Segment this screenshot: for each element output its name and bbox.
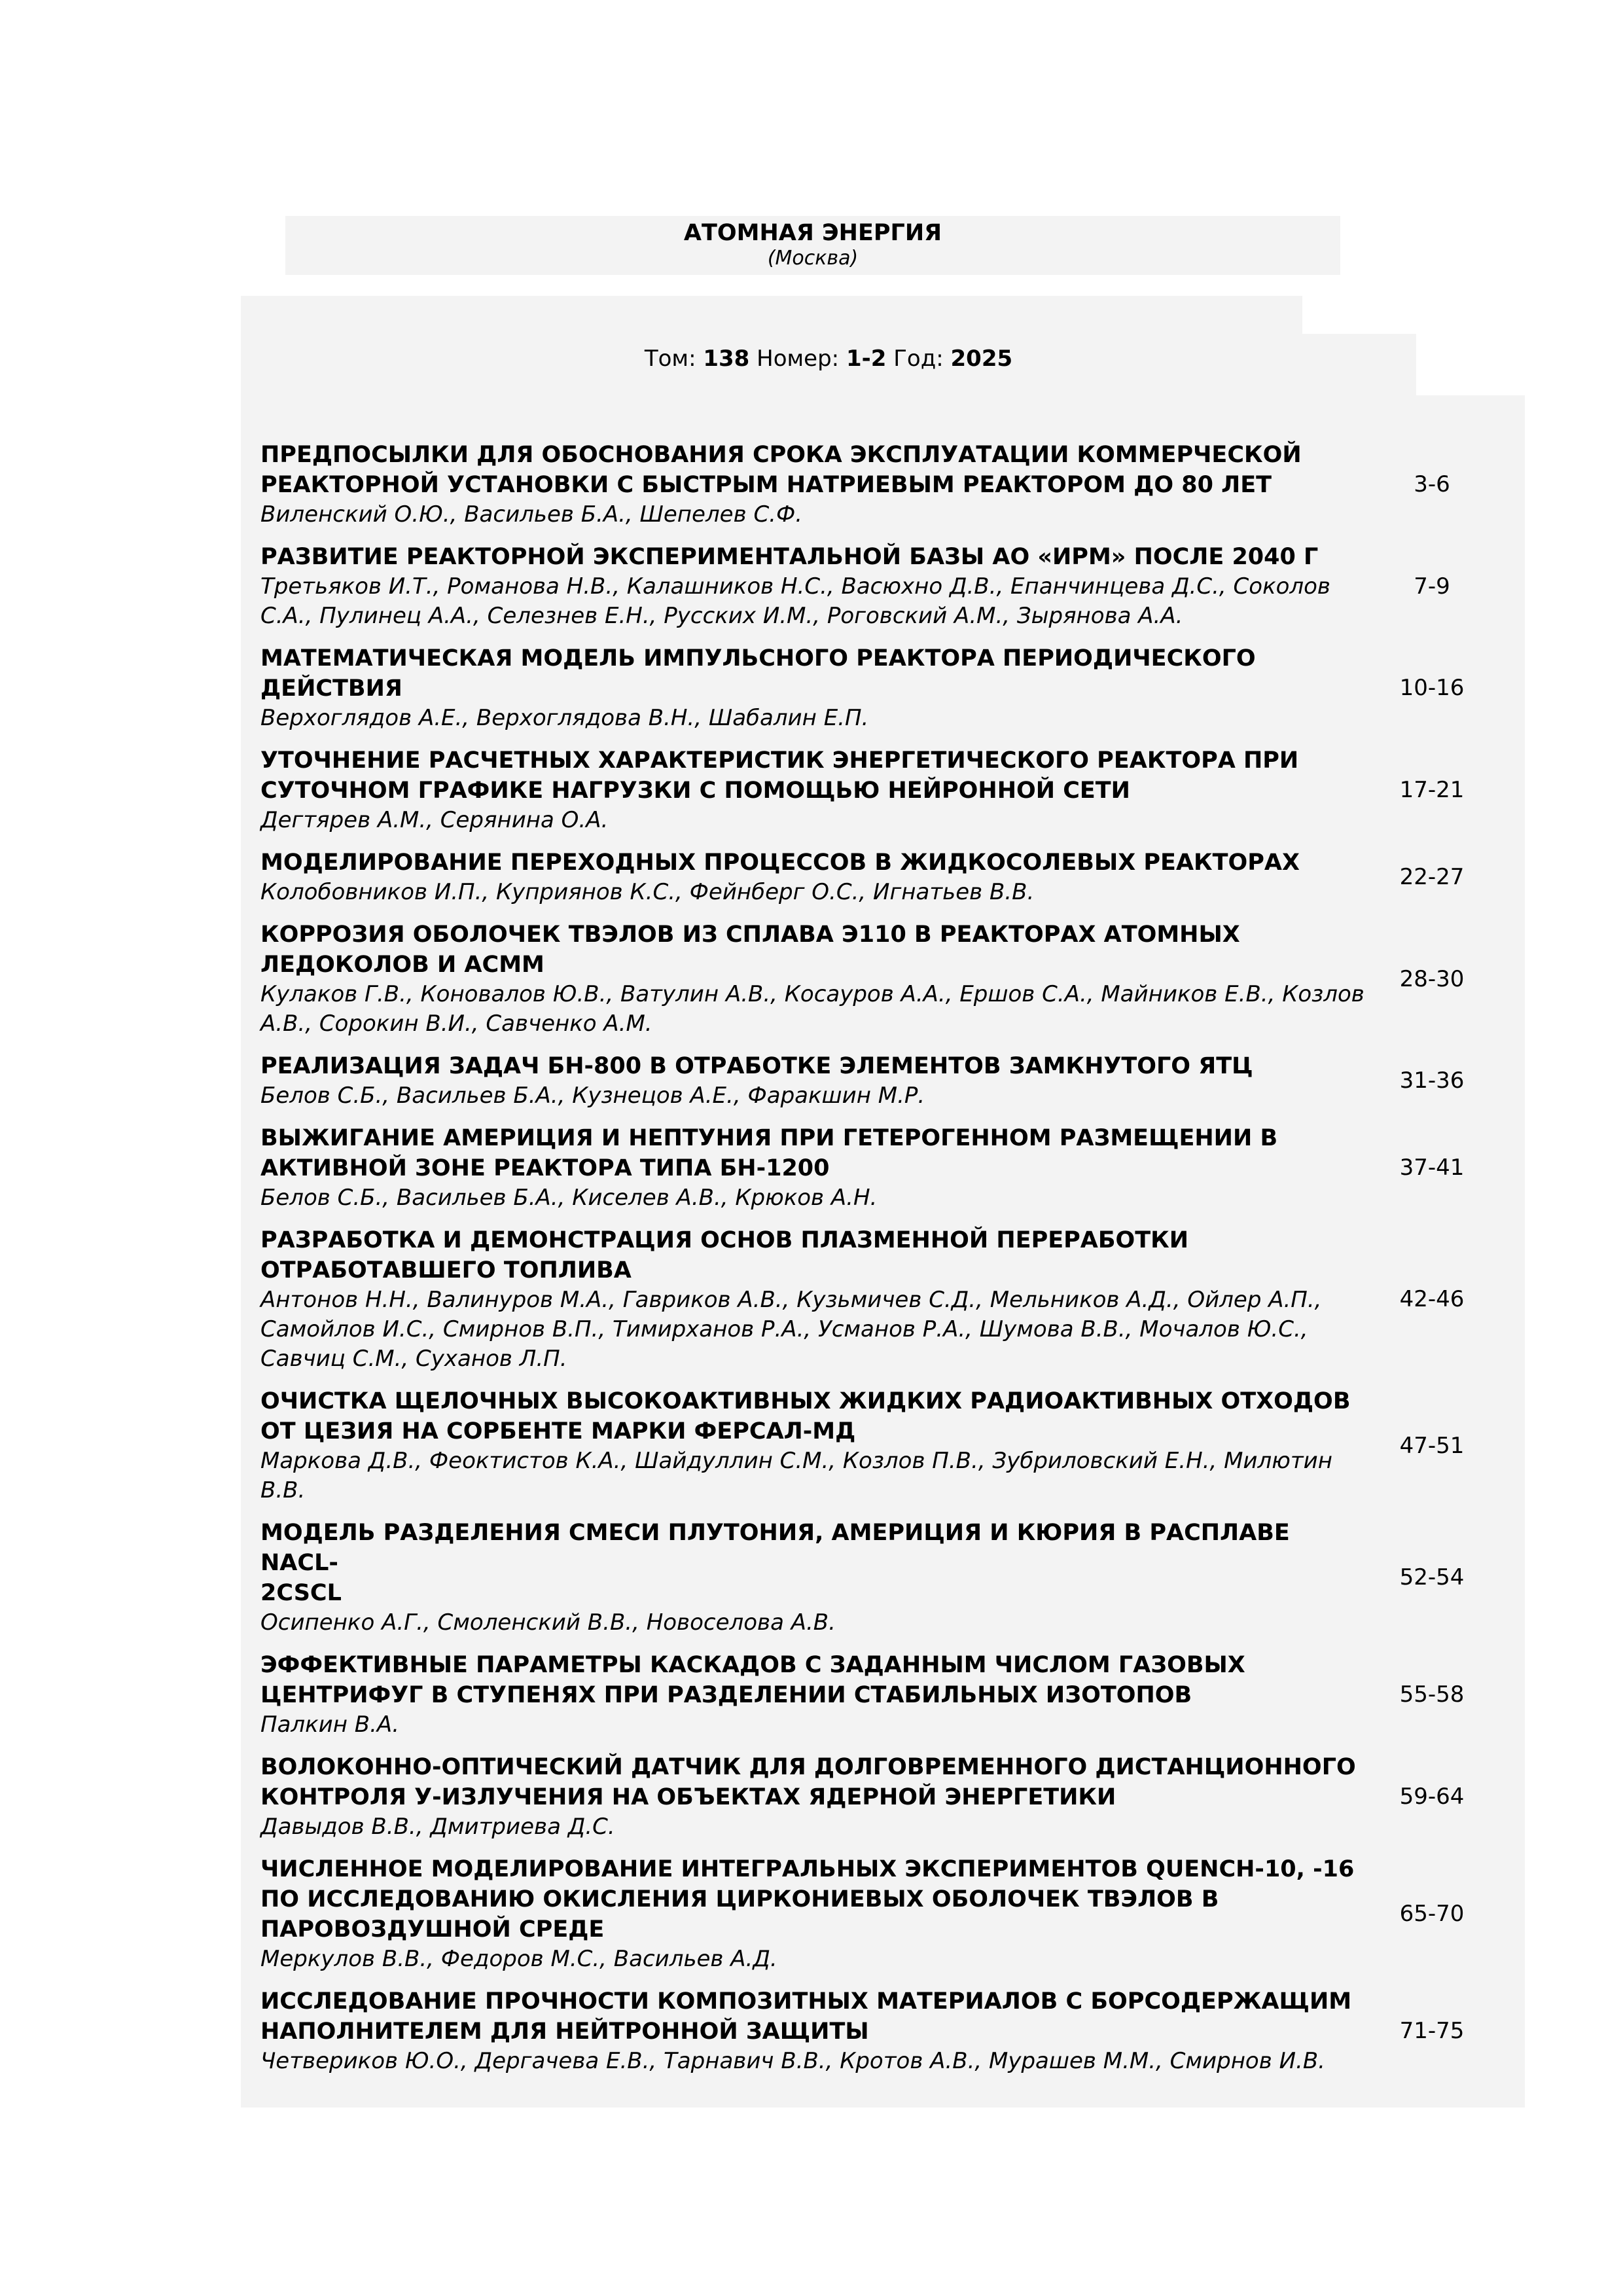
article-title[interactable]: КОРРОЗИЯ ОБОЛОЧЕК ТВЭЛОВ ИЗ СПЛАВА Э110 В РЕАКТОРАХ АТОМНЫХ ЛЕДОКОЛОВ И АСММ [260,922,1240,978]
article-text [260,1650,1366,1740]
article-entry[interactable] [260,1051,1510,1111]
article-pages: 28-30 [1399,965,1465,992]
volume-value: 138 [703,346,750,372]
article-pages: 52-54 [1399,1564,1465,1590]
article-title[interactable]: МОДЕЛЬ РАЗДЕЛЕНИЯ СМЕСИ ПЛУТОНИЯ, АМЕРИЦИЯ И КЮРИЯ В РАСПЛАВЕ NACL- 2CSCL [260,1520,1290,1606]
article-text [260,848,1366,907]
journal-city: (Москва) [767,247,859,270]
article-title[interactable]: ЭФФЕКТИВНЫЕ ПАРАМЕТРЫ КАСКАДОВ С ЗАДАННЫМ ЧИСЛОМ ГАЗОВЫХ ЦЕНТРИФУГ В СТУПЕНЯХ ПРИ РАЗДЕЛЕНИИ СТАБИЛЬНЫХ ИЗОТОПОВ [260,1652,1245,1708]
article-entry[interactable] [260,643,1510,733]
number-label: Номер: [757,346,840,372]
article-text [260,643,1366,733]
article-title[interactable]: МОДЕЛИРОВАНИЕ ПЕРЕХОДНЫХ ПРОЦЕССОВ В ЖИДКОСОЛЕВЫХ РЕАКТОРАХ [260,850,1300,876]
article-text [260,542,1366,631]
article-title[interactable]: РАЗРАБОТКА И ДЕМОНСТРАЦИЯ ОСНОВ ПЛАЗМЕННОЙ ПЕРЕРАБОТКИ ОТРАБОТАВШЕГО ТОПЛИВА [260,1227,1189,1283]
article-title[interactable]: ВОЛОКОННО-ОПТИЧЕСКИЙ ДАТЧИК ДЛЯ ДОЛГОВРЕМЕННОГО ДИСТАНЦИОННОГО КОНТРОЛЯ У-ИЗЛУЧЕНИЯ НА ОБЪЕКТАХ ЯДЕРНОЙ ЭНЕРГЕТИКИ [260,1754,1356,1810]
article-entry[interactable] [260,542,1510,631]
article-authors: Дегтярев А.М., Серянина О.А. [260,807,609,833]
article-title[interactable]: РЕАЛИЗАЦИЯ ЗАДАЧ БН-800 В ОТРАБОТКЕ ЭЛЕМЕНТОВ ЗАМКНУТОГО ЯТЦ [260,1053,1253,1079]
journal-title: АТОМНАЯ ЭНЕРГИЯ [683,220,942,246]
article-authors: Третьяков И.Т., Романова Н.В., Калашников Н.С., Васюхно Д.В., Епанчинцева Д.С., Соколов С.А., Пулинец А.А., Селезнев Е.Н., Русских И.М., Роговский А.М., Зырянова А.А. [260,573,1330,629]
article-authors: Маркова Д.В., Феоктистов К.А., Шайдуллин С.М., Козлов П.В., Зубриловский Е.Н., Милютин В.В. [260,1448,1332,1503]
article-pages: 42-46 [1399,1286,1465,1312]
article-authors: Давыдов В.В., Дмитриева Д.С. [260,1814,615,1840]
article-pages: 55-58 [1399,1681,1465,1708]
article-entry[interactable] [260,440,1510,529]
article-pages: 47-51 [1399,1432,1465,1459]
number-value: 1-2 [846,346,887,372]
article-authors: Белов С.Б., Васильев Б.А., Киселев А.В., Крюков А.Н. [260,1185,878,1211]
article-entry[interactable] [260,920,1510,1039]
article-text [260,1051,1366,1111]
article-pages: 37-41 [1399,1155,1465,1181]
article-text [260,440,1366,529]
article-text [260,1225,1366,1374]
article-authors: Верхоглядов А.Е., Верхоглядова В.Н., Шабалин Е.П. [260,705,869,731]
article-pages: 71-75 [1399,2018,1465,2044]
article-entry[interactable] [260,1752,1510,1842]
article-text [260,1752,1366,1842]
article-authors: Четвериков Ю.О., Дергачева Е.В., Тарнавич В.В., Кротов А.В., Мурашев М.М., Смирнов И.В. [260,2048,1325,2074]
article-entry[interactable] [260,848,1510,907]
article-pages: 22-27 [1399,864,1465,890]
article-title[interactable]: ОЧИСТКА ЩЕЛОЧНЫХ ВЫСОКОАКТИВНЫХ ЖИДКИХ РАДИОАКТИВНЫХ ОТХОДОВ ОТ ЦЕЗИЯ НА СОРБЕНТЕ МАРКИ ФЕРСАЛ-МД [260,1388,1351,1444]
article-pages: 7-9 [1414,573,1450,600]
article-text [260,745,1366,835]
article-title[interactable]: ИССЛЕДОВАНИЕ ПРОЧНОСТИ КОМПОЗИТНЫХ МАТЕРИАЛОВ С БОРСОДЕРЖАЩИМ НАПОЛНИТЕЛЕМ ДЛЯ НЕЙТРОННОЙ ЗАЩИТЫ [260,1988,1352,2045]
article-text [260,1986,1366,2076]
article-entry[interactable] [260,1225,1510,1374]
volume-label: Том: [644,346,696,372]
article-authors: Колобовников И.П., Куприянов К.С., Фейнберг О.С., Игнатьев В.В. [260,879,1035,905]
article-entry[interactable] [260,745,1510,835]
article-entry[interactable] [260,1386,1510,1505]
article-title[interactable]: УТОЧНЕНИЕ РАСЧЕТНЫХ ХАРАКТЕРИСТИК ЭНЕРГЕТИЧЕСКОГО РЕАКТОРА ПРИ СУТОЧНОМ ГРАФИКЕ НАГРУЗКИ С ПОМОЩЬЮ НЕЙРОННОЙ СЕТИ [260,747,1299,804]
article-authors: Антонов Н.Н., Валинуров М.А., Гавриков А.В., Кузьмичев С.Д., Мельников А.Д., Ойлер А.П., Самойлов И.С., Смирнов В.П., Тимирханов Р.А., Усманов Р.А., Шумова В.В., Мочалов Ю.С., Савчиц С.М., Суханов Л.П. [260,1287,1322,1372]
year-value: 2025 [950,346,1013,372]
article-title[interactable]: ВЫЖИГАНИЕ АМЕРИЦИЯ И НЕПТУНИЯ ПРИ ГЕТЕРОГЕННОМ РАЗМЕЩЕНИИ В АКТИВНОЙ ЗОНЕ РЕАКТОРА ТИПА БН-1200 [260,1125,1278,1181]
article-authors: Кулаков Г.В., Коновалов Ю.В., Ватулин А.В., Косауров А.А., Ершов С.А., Майников Е.В., Козлов А.В., Сорокин В.И., Савченко А.М. [260,981,1364,1037]
article-pages: 17-21 [1399,777,1465,803]
article-pages: 3-6 [1414,471,1450,497]
article-entry[interactable] [260,1650,1510,1740]
article-authors: Палкин В.А. [260,1712,400,1738]
article-text [260,1854,1366,1974]
article-title[interactable]: ПРЕДПОСЫЛКИ ДЛЯ ОБОСНОВАНИЯ СРОКА ЭКСПЛУАТАЦИИ КОММЕРЧЕСКОЙ РЕАКТОРНОЙ УСТАНОВКИ С БЫСТРЫМ НАТРИЕВЫМ РЕАКТОРОМ ДО 80 ЛЕТ [260,442,1302,498]
article-entry[interactable] [260,1123,1510,1213]
article-entry[interactable] [260,1986,1510,2076]
article-text [260,1518,1366,1638]
issue-info [241,334,1416,378]
article-entry[interactable] [260,1518,1510,1638]
article-pages: 65-70 [1399,1901,1465,1927]
article-authors: Виленский О.Ю., Васильев Б.А., Шепелев С.Ф. [260,501,803,528]
article-authors: Меркулов В.В., Федоров М.С., Васильев А.Д. [260,1946,777,1972]
article-pages: 59-64 [1399,1784,1465,1810]
article-text [260,1386,1366,1505]
article-authors: Осипенко А.Г., Смоленский В.В., Новоселова А.В. [260,1609,836,1636]
article-title[interactable]: ЧИСЛЕННОЕ МОДЕЛИРОВАНИЕ ИНТЕГРАЛЬНЫХ ЭКСПЕРИМЕНТОВ QUENCH-10, -16 ПО ИССЛЕДОВАНИЮ ОКИСЛЕНИЯ ЦИРКОНИЕВЫХ ОБОЛОЧЕК ТВЭЛОВ В ПАРОВОЗДУШНОЙ СРЕДЕ [260,1856,1355,1943]
article-pages: 10-16 [1399,675,1465,701]
article-title[interactable]: МАТЕМАТИЧЕСКАЯ МОДЕЛЬ ИМПУЛЬСНОГО РЕАКТОРА ПЕРИОДИЧЕСКОГО ДЕЙСТВИЯ [260,645,1256,702]
article-title[interactable]: РАЗВИТИЕ РЕАКТОРНОЙ ЭКСПЕРИМЕНТАЛЬНОЙ БАЗЫ АО «ИРМ» ПОСЛЕ 2040 Г [260,544,1319,570]
article-authors: Белов С.Б., Васильев Б.А., Кузнецов А.Е., Фаракшин М.Р. [260,1083,925,1109]
table-of-contents [260,440,1510,2089]
article-entry[interactable] [260,1854,1510,1974]
article-pages: 31-36 [1399,1067,1465,1094]
year-label: Год: [893,346,944,372]
article-text [260,920,1366,1039]
issue-background-top [241,296,1302,334]
article-text [260,1123,1366,1213]
journal-header [285,216,1340,275]
